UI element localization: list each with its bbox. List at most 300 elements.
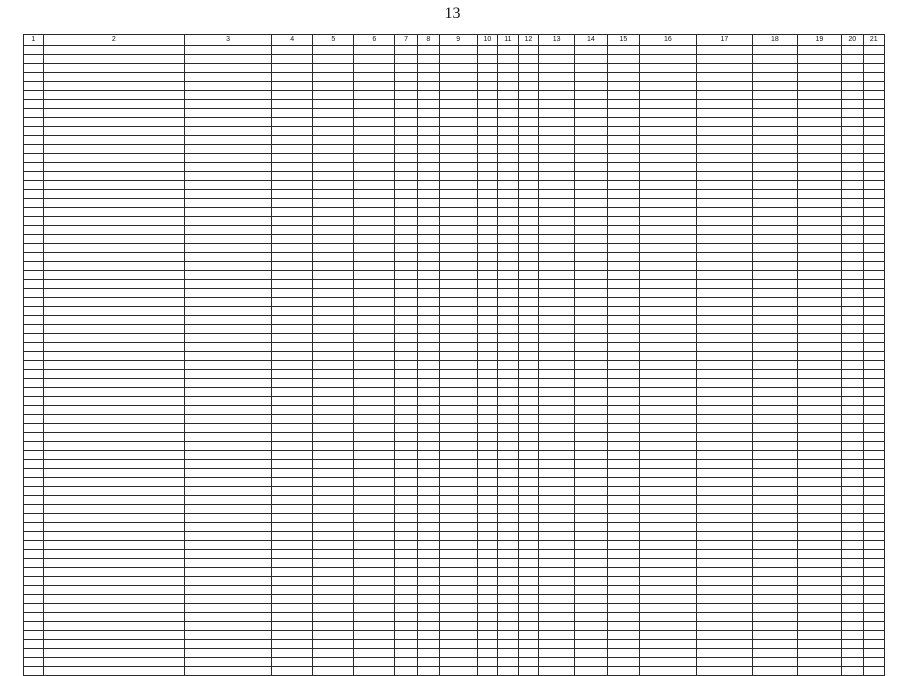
table-cell xyxy=(518,298,539,307)
table-cell xyxy=(184,640,271,649)
table-cell xyxy=(417,379,439,388)
table-cell xyxy=(43,100,184,109)
table-cell xyxy=(640,613,696,622)
table-cell xyxy=(439,73,477,82)
table-cell xyxy=(313,334,354,343)
table-cell xyxy=(797,361,842,370)
table-cell xyxy=(539,82,575,91)
table-cell xyxy=(863,496,885,505)
table-cell xyxy=(395,145,417,154)
table-cell xyxy=(539,235,575,244)
table-cell xyxy=(753,532,798,541)
table-cell xyxy=(354,352,395,361)
table-cell xyxy=(395,253,417,262)
table-cell xyxy=(272,406,313,415)
table-cell xyxy=(842,640,863,649)
table-cell xyxy=(439,595,477,604)
table-cell xyxy=(607,352,640,361)
table-cell xyxy=(24,253,44,262)
table-cell xyxy=(43,352,184,361)
table-row xyxy=(24,163,885,172)
table-cell xyxy=(439,550,477,559)
table-body xyxy=(24,46,885,676)
table-cell xyxy=(498,352,519,361)
table-cell xyxy=(696,496,752,505)
table-cell xyxy=(696,523,752,532)
table-cell xyxy=(607,568,640,577)
table-cell xyxy=(518,55,539,64)
table-cell xyxy=(24,433,44,442)
table-cell xyxy=(477,550,498,559)
column-number-header: 16 xyxy=(640,35,696,46)
table-cell xyxy=(272,613,313,622)
table-cell xyxy=(395,397,417,406)
table-cell xyxy=(607,415,640,424)
column-number-header: 8 xyxy=(417,35,439,46)
table-cell xyxy=(842,145,863,154)
table-cell xyxy=(575,658,608,667)
table-cell xyxy=(842,496,863,505)
table-cell xyxy=(498,541,519,550)
table-cell xyxy=(797,190,842,199)
table-cell xyxy=(395,613,417,622)
table-cell xyxy=(43,523,184,532)
table-cell xyxy=(575,649,608,658)
table-cell xyxy=(640,325,696,334)
table-cell xyxy=(439,433,477,442)
table-cell xyxy=(797,163,842,172)
table-cell xyxy=(417,217,439,226)
table-cell xyxy=(498,190,519,199)
table-cell xyxy=(439,271,477,280)
table-cell xyxy=(395,181,417,190)
table-row xyxy=(24,532,885,541)
table-cell xyxy=(395,640,417,649)
table-cell xyxy=(539,550,575,559)
table-cell xyxy=(272,415,313,424)
table-cell xyxy=(477,136,498,145)
table-cell xyxy=(477,352,498,361)
data-table-container xyxy=(23,34,885,630)
table-cell xyxy=(753,271,798,280)
table-cell xyxy=(184,550,271,559)
table-cell xyxy=(696,613,752,622)
table-cell xyxy=(753,217,798,226)
table-cell xyxy=(477,55,498,64)
table-row xyxy=(24,73,885,82)
table-cell xyxy=(417,289,439,298)
table-row xyxy=(24,235,885,244)
table-cell xyxy=(863,559,885,568)
table-cell xyxy=(753,226,798,235)
table-cell xyxy=(696,487,752,496)
table-cell xyxy=(539,406,575,415)
table-cell xyxy=(607,532,640,541)
table-cell xyxy=(640,658,696,667)
table-cell xyxy=(575,586,608,595)
table-cell xyxy=(863,181,885,190)
table-cell xyxy=(539,469,575,478)
table-cell xyxy=(43,406,184,415)
table-cell xyxy=(272,361,313,370)
table-cell xyxy=(863,163,885,172)
table-cell xyxy=(753,64,798,73)
table-cell xyxy=(272,559,313,568)
table-cell xyxy=(477,325,498,334)
table-cell xyxy=(518,163,539,172)
table-cell xyxy=(607,604,640,613)
table-cell xyxy=(753,658,798,667)
table-cell xyxy=(439,172,477,181)
table-cell xyxy=(797,244,842,253)
table-cell xyxy=(272,577,313,586)
table-cell xyxy=(354,253,395,262)
table-cell xyxy=(696,82,752,91)
table-cell xyxy=(607,55,640,64)
table-cell xyxy=(797,271,842,280)
table-cell xyxy=(797,100,842,109)
table-cell xyxy=(539,541,575,550)
table-cell xyxy=(43,154,184,163)
table-cell xyxy=(272,100,313,109)
table-cell xyxy=(24,199,44,208)
table-cell xyxy=(313,478,354,487)
table-cell xyxy=(313,613,354,622)
table-cell xyxy=(753,514,798,523)
table-cell xyxy=(395,217,417,226)
table-cell xyxy=(518,415,539,424)
table-cell xyxy=(518,514,539,523)
table-cell xyxy=(696,379,752,388)
table-cell xyxy=(417,298,439,307)
table-cell xyxy=(313,361,354,370)
table-cell xyxy=(863,388,885,397)
table-cell xyxy=(640,244,696,253)
table-cell xyxy=(539,289,575,298)
table-cell xyxy=(43,514,184,523)
table-cell xyxy=(184,532,271,541)
table-cell xyxy=(797,568,842,577)
table-cell xyxy=(439,478,477,487)
table-cell xyxy=(753,424,798,433)
table-cell xyxy=(498,298,519,307)
table-cell xyxy=(417,631,439,640)
table-cell xyxy=(539,253,575,262)
table-cell xyxy=(640,91,696,100)
table-cell xyxy=(395,631,417,640)
table-cell xyxy=(640,586,696,595)
table-cell xyxy=(498,343,519,352)
table-cell xyxy=(272,235,313,244)
table-cell xyxy=(498,271,519,280)
table-cell xyxy=(575,217,608,226)
table-cell xyxy=(518,595,539,604)
table-cell xyxy=(24,577,44,586)
table-cell xyxy=(842,559,863,568)
table-cell xyxy=(395,559,417,568)
table-cell xyxy=(518,667,539,676)
table-cell xyxy=(518,253,539,262)
table-cell xyxy=(43,460,184,469)
table-row xyxy=(24,136,885,145)
table-cell xyxy=(272,109,313,118)
table-cell xyxy=(272,334,313,343)
table-cell xyxy=(575,163,608,172)
table-cell xyxy=(417,280,439,289)
table-cell xyxy=(313,595,354,604)
table-cell xyxy=(184,127,271,136)
table-cell xyxy=(43,487,184,496)
table-cell xyxy=(863,379,885,388)
table-cell xyxy=(417,613,439,622)
table-cell xyxy=(354,334,395,343)
table-cell xyxy=(43,631,184,640)
table-cell xyxy=(354,118,395,127)
table-cell xyxy=(439,352,477,361)
table-cell xyxy=(539,460,575,469)
table-cell xyxy=(24,469,44,478)
table-cell xyxy=(863,64,885,73)
table-cell xyxy=(272,604,313,613)
table-cell xyxy=(640,199,696,208)
table-cell xyxy=(842,136,863,145)
table-cell xyxy=(863,451,885,460)
table-cell xyxy=(498,199,519,208)
table-cell xyxy=(477,154,498,163)
table-row xyxy=(24,55,885,64)
table-cell xyxy=(797,532,842,541)
table-cell xyxy=(797,370,842,379)
table-cell xyxy=(477,199,498,208)
table-cell xyxy=(313,262,354,271)
table-cell xyxy=(272,505,313,514)
table-cell xyxy=(272,469,313,478)
table-cell xyxy=(313,586,354,595)
table-cell xyxy=(184,118,271,127)
table-cell xyxy=(417,415,439,424)
table-cell xyxy=(863,127,885,136)
table-cell xyxy=(477,361,498,370)
table-row xyxy=(24,388,885,397)
table-cell xyxy=(354,478,395,487)
table-cell xyxy=(696,667,752,676)
table-cell xyxy=(395,622,417,631)
table-cell xyxy=(313,226,354,235)
table-row xyxy=(24,649,885,658)
table-cell xyxy=(696,622,752,631)
table-cell xyxy=(43,325,184,334)
table-cell xyxy=(354,613,395,622)
table-cell xyxy=(863,154,885,163)
table-cell xyxy=(518,325,539,334)
table-cell xyxy=(575,316,608,325)
table-cell xyxy=(272,487,313,496)
table-cell xyxy=(395,163,417,172)
table-cell xyxy=(539,199,575,208)
table-cell xyxy=(539,505,575,514)
column-number-header: 19 xyxy=(797,35,842,46)
table-cell xyxy=(575,118,608,127)
table-cell xyxy=(24,325,44,334)
table-cell xyxy=(313,100,354,109)
table-cell xyxy=(640,163,696,172)
table-cell xyxy=(640,100,696,109)
table-cell xyxy=(640,532,696,541)
table-cell xyxy=(24,649,44,658)
table-cell xyxy=(842,235,863,244)
table-cell xyxy=(498,244,519,253)
table-row xyxy=(24,100,885,109)
table-cell xyxy=(417,244,439,253)
table-cell xyxy=(439,226,477,235)
table-cell xyxy=(354,55,395,64)
table-cell xyxy=(575,244,608,253)
table-row xyxy=(24,325,885,334)
table-cell xyxy=(24,640,44,649)
table-cell xyxy=(43,469,184,478)
table-cell xyxy=(354,46,395,55)
table-cell xyxy=(395,442,417,451)
table-cell xyxy=(417,406,439,415)
table-cell xyxy=(24,190,44,199)
table-cell xyxy=(184,649,271,658)
table-cell xyxy=(498,64,519,73)
table-cell xyxy=(417,46,439,55)
table-cell xyxy=(184,325,271,334)
table-cell xyxy=(607,505,640,514)
table-cell xyxy=(753,649,798,658)
table-cell xyxy=(607,406,640,415)
table-cell xyxy=(417,145,439,154)
table-cell xyxy=(842,550,863,559)
table-cell xyxy=(395,55,417,64)
table-cell xyxy=(753,478,798,487)
table-cell xyxy=(43,343,184,352)
table-cell xyxy=(43,298,184,307)
table-cell xyxy=(439,379,477,388)
table-cell xyxy=(575,334,608,343)
table-cell xyxy=(518,190,539,199)
table-cell xyxy=(518,181,539,190)
table-cell xyxy=(272,433,313,442)
table-cell xyxy=(313,208,354,217)
table-cell xyxy=(43,73,184,82)
table-cell xyxy=(477,307,498,316)
table-cell xyxy=(696,208,752,217)
table-cell xyxy=(575,433,608,442)
table-cell xyxy=(417,514,439,523)
table-cell xyxy=(575,631,608,640)
table-cell xyxy=(842,226,863,235)
table-cell xyxy=(797,640,842,649)
table-cell xyxy=(24,82,44,91)
table-cell xyxy=(417,577,439,586)
table-cell xyxy=(575,559,608,568)
table-cell xyxy=(575,127,608,136)
table-cell xyxy=(753,280,798,289)
table-cell xyxy=(477,451,498,460)
table-cell xyxy=(43,190,184,199)
table-cell xyxy=(24,307,44,316)
table-cell xyxy=(696,172,752,181)
table-cell xyxy=(842,244,863,253)
table-cell xyxy=(417,307,439,316)
table-cell xyxy=(477,289,498,298)
table-cell xyxy=(417,568,439,577)
table-cell xyxy=(575,550,608,559)
table-cell xyxy=(753,100,798,109)
table-cell xyxy=(313,298,354,307)
table-cell xyxy=(313,388,354,397)
table-cell xyxy=(439,154,477,163)
table-cell xyxy=(539,559,575,568)
table-cell xyxy=(575,577,608,586)
table-row xyxy=(24,586,885,595)
table-cell xyxy=(313,451,354,460)
table-cell xyxy=(696,226,752,235)
table-cell xyxy=(863,442,885,451)
table-cell xyxy=(395,109,417,118)
table-cell xyxy=(607,307,640,316)
table-row xyxy=(24,271,885,280)
table-row xyxy=(24,199,885,208)
table-cell xyxy=(518,118,539,127)
table-cell xyxy=(395,604,417,613)
table-cell xyxy=(797,325,842,334)
table-cell xyxy=(417,667,439,676)
table-cell xyxy=(24,316,44,325)
table-cell xyxy=(417,208,439,217)
table-cell xyxy=(43,289,184,298)
table-cell xyxy=(696,397,752,406)
table-cell xyxy=(539,181,575,190)
table-cell xyxy=(184,478,271,487)
table-cell xyxy=(575,91,608,100)
table-cell xyxy=(863,190,885,199)
table-cell xyxy=(539,568,575,577)
table-cell xyxy=(477,478,498,487)
table-cell xyxy=(272,379,313,388)
table-cell xyxy=(184,469,271,478)
table-cell xyxy=(753,127,798,136)
table-cell xyxy=(395,190,417,199)
table-cell xyxy=(313,352,354,361)
table-cell xyxy=(184,442,271,451)
table-cell xyxy=(395,424,417,433)
table-cell xyxy=(640,550,696,559)
table-cell xyxy=(43,163,184,172)
column-number-header: 4 xyxy=(272,35,313,46)
table-cell xyxy=(272,343,313,352)
table-cell xyxy=(354,388,395,397)
table-cell xyxy=(575,181,608,190)
table-cell xyxy=(607,343,640,352)
table-cell xyxy=(640,334,696,343)
table-cell xyxy=(607,226,640,235)
table-cell xyxy=(753,190,798,199)
table-cell xyxy=(43,478,184,487)
table-cell xyxy=(439,568,477,577)
table-cell xyxy=(753,523,798,532)
table-cell xyxy=(518,109,539,118)
table-cell xyxy=(43,145,184,154)
table-cell xyxy=(417,136,439,145)
table-cell xyxy=(184,541,271,550)
table-cell xyxy=(184,577,271,586)
table-cell xyxy=(354,577,395,586)
table-cell xyxy=(24,235,44,244)
table-cell xyxy=(498,127,519,136)
